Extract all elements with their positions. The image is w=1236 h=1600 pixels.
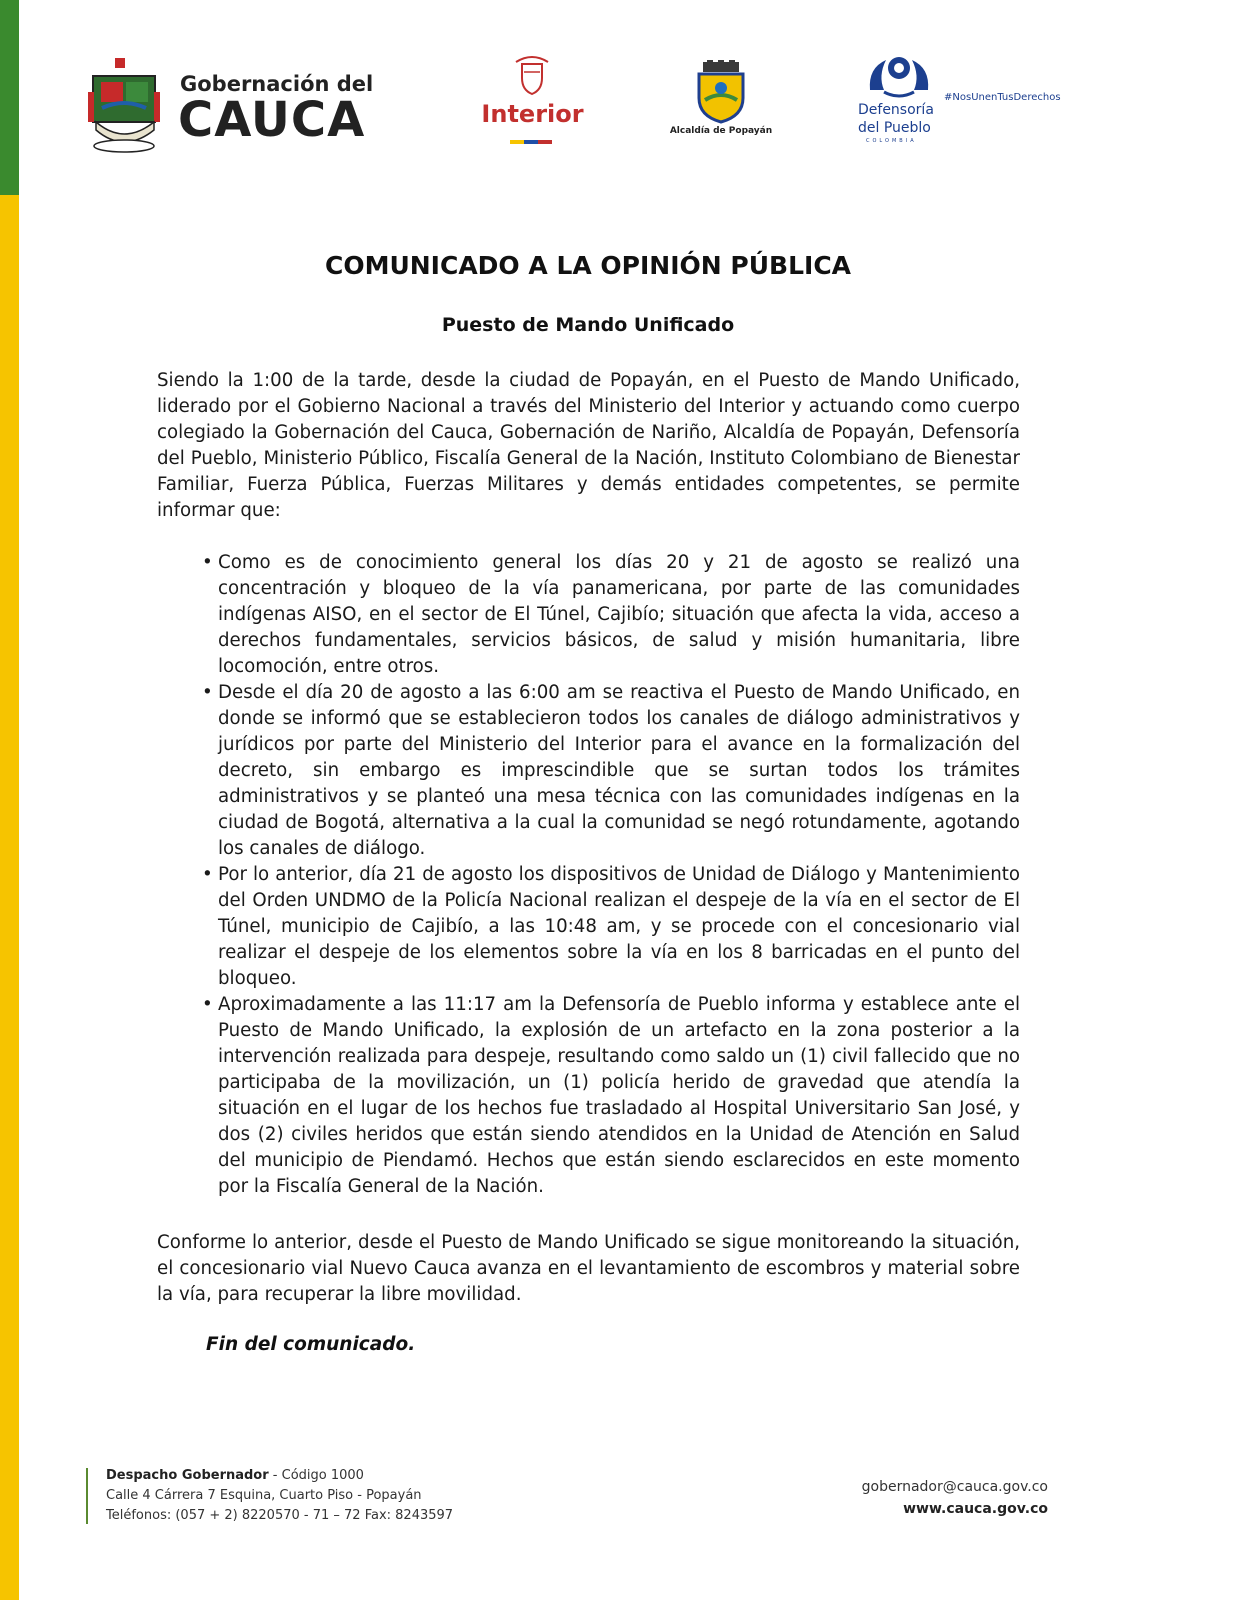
footer-office-line xyxy=(106,1466,453,1486)
list-item-text: Como es de conocimiento general los días 20 y 21 de agosto se realizó una concentración y bloqueo de la vía panamericana, por parte de las comunidades indígenas AISO, en el sector de El Túnel, Cajibío; situación que afecta la vida, acceso a derechos fundamentales, servicios básicos, de salud y misión humanitaria, libre locomoción, entre otros. xyxy=(218,552,1020,677)
colombia-shield-icon xyxy=(512,54,552,98)
bullet-list xyxy=(200,550,1020,1200)
defensoria-logo xyxy=(848,50,1063,150)
gobernacion-line1: Gobernación del xyxy=(180,72,374,96)
list-item xyxy=(200,680,1020,862)
list-item-text: Por lo anterior, día 21 de agosto los dispositivos de Unidad de Diálogo y Mantenimiento del Orden UNDMO de la Policía Nacional realizan el despeje de la vía en el sector de El Túnel, municipio de Cajibío, a las 10:48 am, y se procede con el concesionario vial realizar el despeje de los elementos sobre la vía en los 8 barricadas en el punto del bloqueo. xyxy=(218,864,1020,989)
document-subtitle: Puesto de Mando Unificado xyxy=(441,314,735,336)
popayan-caption: Alcaldía de Popayán xyxy=(669,126,773,136)
gobernacion-cauca-logo xyxy=(88,58,374,158)
interior-logo xyxy=(480,54,585,150)
footer-email[interactable]: gobernador@cauca.gov.co xyxy=(861,1479,1048,1495)
popayan-coat-of-arms-icon xyxy=(693,60,749,124)
interior-name: Interior xyxy=(481,100,584,128)
defensoria-hashtag: #NosUnenTusDerechos xyxy=(944,92,1061,103)
gobernacion-line2: CAUCA xyxy=(178,92,366,148)
list-item xyxy=(200,862,1020,992)
footer-contact xyxy=(106,1466,453,1526)
footer-rule xyxy=(86,1468,88,1524)
side-bar-green xyxy=(0,0,19,195)
defensoria-hands-icon xyxy=(864,50,934,100)
bullet-marker: • xyxy=(202,552,213,573)
intro-paragraph: Siendo la 1:00 de la tarde, desde la ciudad de Popayán, en el Puesto de Mando Unificado, liderado por el Gobierno Nacional a través del Ministerio del Interior y actuando como cuerpo colegiado la Gobernación del Cauca, Gobernación de Nariño, Alcaldía de Popayán, Defensoría del Pueblo, Ministerio Público, Fiscalía General de la Nación, Instituto Colombiano de Bienestar Familiar, Fuerza Pública, Fuerzas Militares y demás entidades competentes, se permite informar que: xyxy=(157,370,1020,521)
cauca-coat-of-arms-icon xyxy=(88,58,168,158)
alcaldia-popayan-logo xyxy=(666,60,776,142)
conclusion-paragraph: Conforme lo anterior, desde el Puesto de Mando Unificado se sigue monitoreando la situación, el concesionario vial Nuevo Cauca avanza en el levantamiento de escombros y material sobre la vía, para recuperar la libre movilidad. xyxy=(157,1232,1020,1305)
list-item-text: Desde el día 20 de agosto a las 6:00 am se reactiva el Puesto de Mando Unificado, en donde se informó que se establecieron todos los canales de diálogo administrativos y jurídicos por parte del Ministerio del Interior para el avance en la formalización del decreto, sin embargo es imprescindible que se surtan todos los trámites administrativos y se planteó una mesa técnica con las comunidades indígenas en la ciudad de Bogotá, alternativa a la cual la comunidad se negó rotundamente, agotando los canales de diálogo. xyxy=(218,682,1020,859)
footer-web-contact xyxy=(830,1476,1048,1520)
bullet-marker: • xyxy=(202,864,213,885)
list-item xyxy=(200,992,1020,1200)
closing-line: Fin del comunicado. xyxy=(206,1334,416,1355)
list-item-text: Aproximadamente a las 11:17 am la Defensoría de Pueblo informa y establece ante el Puesto de Mando Unificado, la explosión de un artefacto en la zona posterior a la intervención realizada para despeje, resultando como saldo un (1) civil fallecido que no participaba de la movilización, un (1) policía herido de gravedad que atendía la situación en el lugar de los hechos fue trasladado al Hospital Universitario San José, y dos (2) civiles heridos que están siendo atendidos en la Unidad de Atención en Salud del municipio de Piendamó. Hechos que están siendo esclarecidos en este momento por la Fiscalía General de la Nación. xyxy=(218,994,1020,1197)
list-item xyxy=(200,550,1020,680)
bullet-marker: • xyxy=(202,682,213,703)
footer-address: Calle 4 Cárrera 7 Esquina, Cuarto Piso - Popayán xyxy=(106,1488,422,1503)
defensoria-line3: COLOMBIA xyxy=(866,138,917,144)
document-title: COMUNICADO A LA OPINIÓN PÚBLICA xyxy=(324,251,852,280)
footer-office: Despacho Gobernador xyxy=(106,1468,269,1483)
defensoria-line1: Defensoría xyxy=(858,102,934,118)
colombia-flag-stripe xyxy=(510,140,552,144)
footer-website[interactable]: www.cauca.gov.co xyxy=(903,1501,1048,1517)
defensoria-line2: del Pueblo xyxy=(858,120,931,136)
footer-code: - Código 1000 xyxy=(268,1468,364,1483)
footer-phones: Teléfonos: (057 + 2) 8220570 - 71 – 72 Fax: 8243597 xyxy=(106,1508,454,1523)
bullet-marker: • xyxy=(202,994,213,1015)
side-bar-yellow xyxy=(0,195,19,1600)
